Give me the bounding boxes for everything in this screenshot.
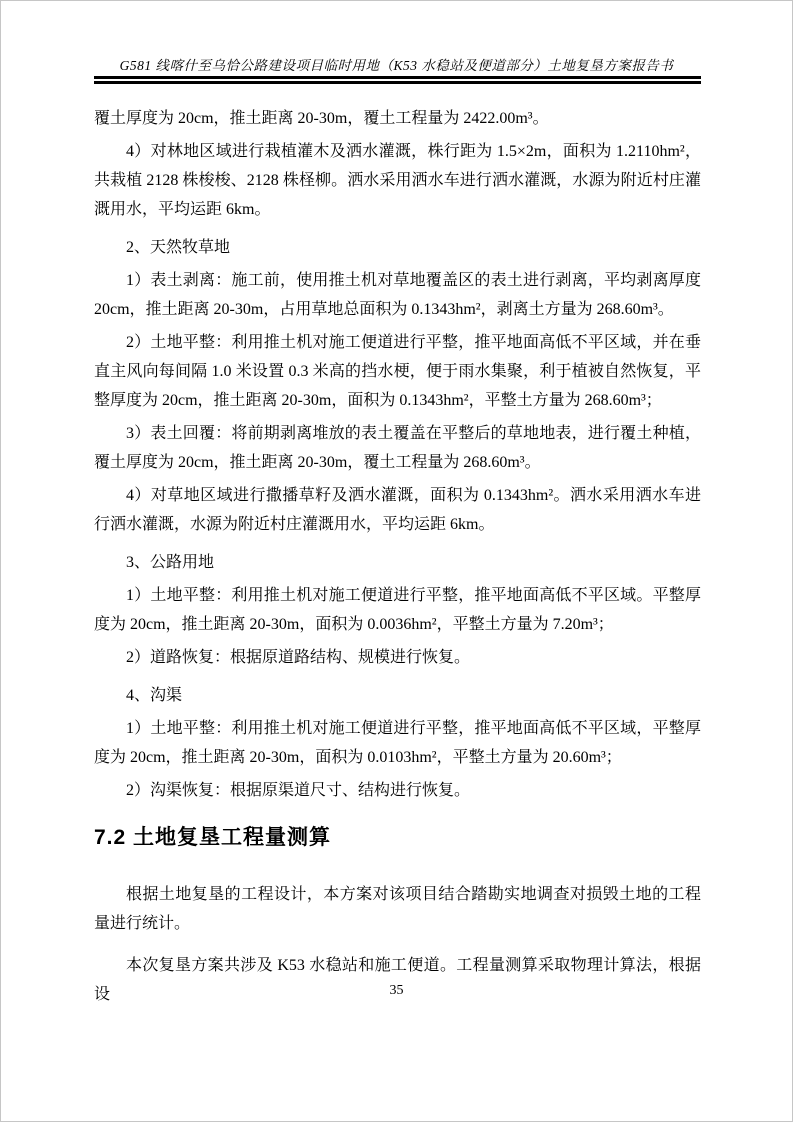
paragraph: 本次复垦方案共涉及 K53 水稳站和施工便道。工程量测算采取物理计算法，根据设 bbox=[94, 957, 701, 1003]
subheading: 2、天然牧草地 bbox=[126, 239, 231, 256]
paragraph: 3）表土回覆：将前期剥离堆放的表土覆盖在平整后的草地地表，进行覆土种植，覆土厚度为 20cm，推土距离 20-30m，覆土工程量为 268.60m³。 bbox=[94, 425, 701, 471]
paragraph: 1）表土剥离：施工前，使用推土机对草地覆盖区的表土进行剥离，平均剥离厚度 20cm，推土距离 20-30m，占用草地总面积为 0.1343hm²，剥离土方量为 268.60m³。 bbox=[94, 272, 701, 318]
paragraph: 4）对林地区域进行栽植灌木及洒水灌溉，株行距为 1.5×2m，面积为 1.2110hm²，共栽植 2128 株梭梭、2128 株柽柳。洒水采用洒水车进行洒水灌溉，水源为附近村庄灌溉用水，平均运距 6km。 bbox=[94, 143, 701, 218]
paragraph: 根据土地复垦的工程设计，本方案对该项目结合踏勘实地调查对损毁土地的工程量进行统计。 bbox=[94, 886, 701, 932]
header-rule-thin-line bbox=[94, 76, 701, 79]
subheading: 3、公路用地 bbox=[126, 554, 215, 571]
header-rule-thick-line bbox=[94, 81, 701, 85]
paragraph: 1）土地平整：利用推土机对施工便道进行平整，推平地面高低不平区域。平整厚度为 20cm，推土距离 20-30m，面积为 0.0036hm²，平整土方量为 7.20m³； bbox=[94, 587, 701, 633]
paragraph: 覆土厚度为 20cm，推土距离 20-30m，覆土工程量为 2422.00m³。 bbox=[94, 110, 549, 127]
subheading: 4、沟渠 bbox=[126, 687, 183, 704]
section-heading: 7.2 土地复垦工程量测算 bbox=[94, 826, 332, 849]
paragraph: 2）道路恢复：根据原道路结构、规模进行恢复。 bbox=[126, 649, 471, 666]
page-number: 35 bbox=[389, 983, 404, 998]
header-rule bbox=[94, 76, 701, 84]
header-title: G581 线喀什至乌恰公路建设项目临时用地（K53 水稳站及便道部分）土地复垦方案报告书 bbox=[119, 58, 674, 73]
page-footer bbox=[1, 983, 792, 999]
paragraph: 1）土地平整：利用推土机对施工便道进行平整，推平地面高低不平区域，平整厚度为 20cm，推土距离 20-30m，面积为 0.0103hm²，平整土方量为 20.60m³； bbox=[94, 720, 701, 766]
paragraph: 2）土地平整：利用推土机对施工便道进行平整，推平地面高低不平区域，并在垂直主风向每间隔 1.0 米设置 0.3 米高的挡水梗，便于雨水集聚，利于植被自然恢复，平整厚度为 20cm，推土距离 20-30m，面积为 0.1343hm²，平整土方量为 268.60m³； bbox=[94, 334, 701, 409]
paragraph: 2）沟渠恢复：根据原渠道尺寸、结构进行恢复。 bbox=[126, 782, 471, 799]
document-body bbox=[94, 104, 701, 1009]
paragraph: 4）对草地区域进行撒播草籽及洒水灌溉，面积为 0.1343hm²。洒水采用洒水车进行洒水灌溉，水源为附近村庄灌溉用水，平均运距 6km。 bbox=[94, 487, 701, 533]
